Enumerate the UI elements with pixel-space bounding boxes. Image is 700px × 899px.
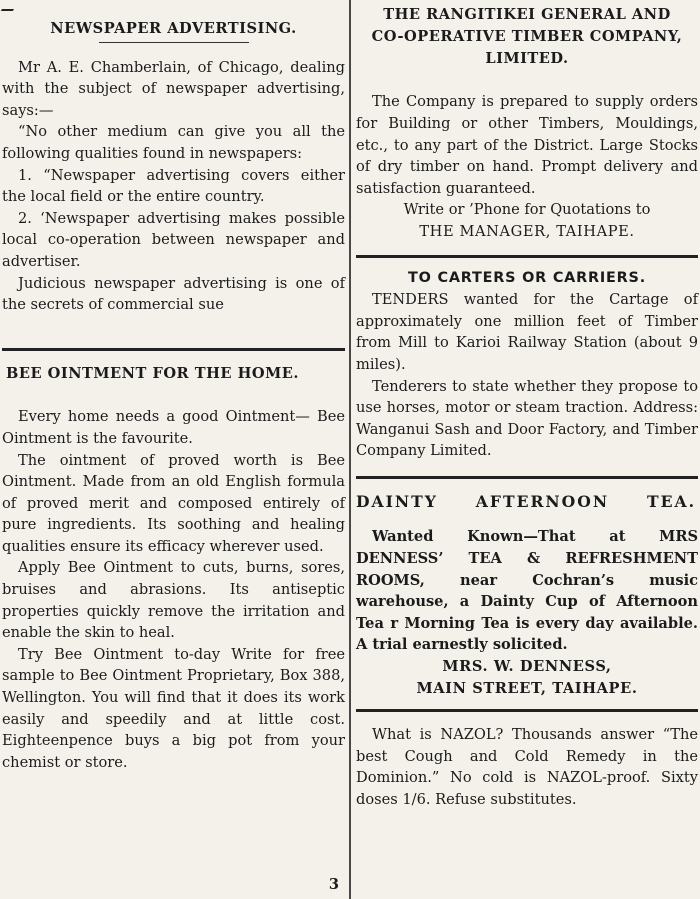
dainty-tea-signature-address: MAIN STREET, TAIHAPE. [416,679,638,697]
bee-ointment-paragraph-4: Try Bee Ointment to-day Write for free sample to Bee Ointment Proprietary, Box 388, Wellington. You will find that it does its work easily and speedily and at little cost. Eighteenpence buys a big pot from your chemist or store. [2,645,345,771]
timber-company-signature: THE MANAGER, TAIHAPE. [419,222,635,240]
newspaper-ad-paragraph-1: Mr A. E. Chamberlain, of Chicago, dealing with the subject of newspaper advertising, says:— [2,58,345,119]
bee-ointment-paragraph-2: The ointment of proved worth is Bee Ointment. Made from an old English formula of proved merit and composed entirely of pure ingredients. Its soothing and healing qualities ensure its efficacy wherever used. [2,451,345,555]
dainty-tea-body: Wanted Known—That at MRS DENNESS’ TEA & REFRESHMENT ROOMS, near Cochran’s music warehouse, a Dainty Cup of Afternoon Tea r Morning Tea is every day available. A trial earnestly solicited. [356,528,698,654]
carters-paragraph-2: Tenderers to state whether they propose to use horses, motor or steam traction. Address: Wanganui Sash and Door Factory, and Timber Company Limited. [356,377,698,460]
section-divider [356,709,698,712]
column-rule [349,0,351,899]
section-divider [356,255,698,258]
nazol-ad-body: What is NAZOL? Thousands answer “The best Cough and Cold Remedy in the Dominion.” No cold is NAZOL-proof. Sixty doses 1/6. Refuse substitutes. [356,726,698,809]
ad-timber-company-headline: THE RANGITIKEI GENERAL AND CO-OPERATIVE TIMBER COMPANY, LIMITED. [371,6,683,67]
timber-company-body: The Company is prepared to supply orders for Building or other Timbers, Mouldings, etc., to any part of the District. Large Stocks of dry timber on hand. Prompt delivery and satisfaction guaranteed. [356,93,698,197]
section-divider [2,348,345,351]
bee-ointment-paragraph-1: Every home needs a good Ointment— Bee Ointment is the favourite. [2,408,345,447]
right-column [356,0,698,811]
ad-bee-ointment-headline: BEE OINTMENT FOR THE HOME. [6,364,299,382]
ad-dainty-tea-headline: DAINTY AFTERNOON TEA. [356,491,696,511]
timber-company-contact: Write or ’Phone for Quotations to [403,201,651,219]
section-divider [356,476,698,479]
ad-carters-headline: TO CARTERS OR CARRIERS. [408,269,646,286]
left-column [2,0,345,893]
dainty-tea-signature-name: MRS. W. DENNESS, [442,658,612,676]
headline-underline [99,42,249,43]
page-footnote-number: 3 [328,876,339,893]
bee-ointment-paragraph-3: Apply Bee Ointment to cuts, burns, sores, bruises and abrasions. Its antiseptic properties quickly remove the irritation and enable the skin to heal. [2,559,345,642]
newspaper-ad-paragraph-5: Judicious newspaper advertising is one of the secrets of commercial sue [2,274,345,314]
newspaper-ad-paragraph-4: 2. ‘Newspaper advertising makes possible local co-operation between newspaper and advertiser. [2,209,345,270]
ad-newspaper-advertising-headline: NEWSPAPER ADVERTISING. [50,20,297,37]
carters-paragraph-1: TENDERS wanted for the Cartage of approximately one million feet of Timber from Mill to Karioi Railway Station (about 9 miles). [356,291,698,373]
newspaper-ad-paragraph-2: “No other medium can give you all the following qualities found in newspapers: [2,123,345,162]
newspaper-ad-paragraph-3: 1. “Newspaper advertising covers either the local field or the entire country. [2,166,345,206]
